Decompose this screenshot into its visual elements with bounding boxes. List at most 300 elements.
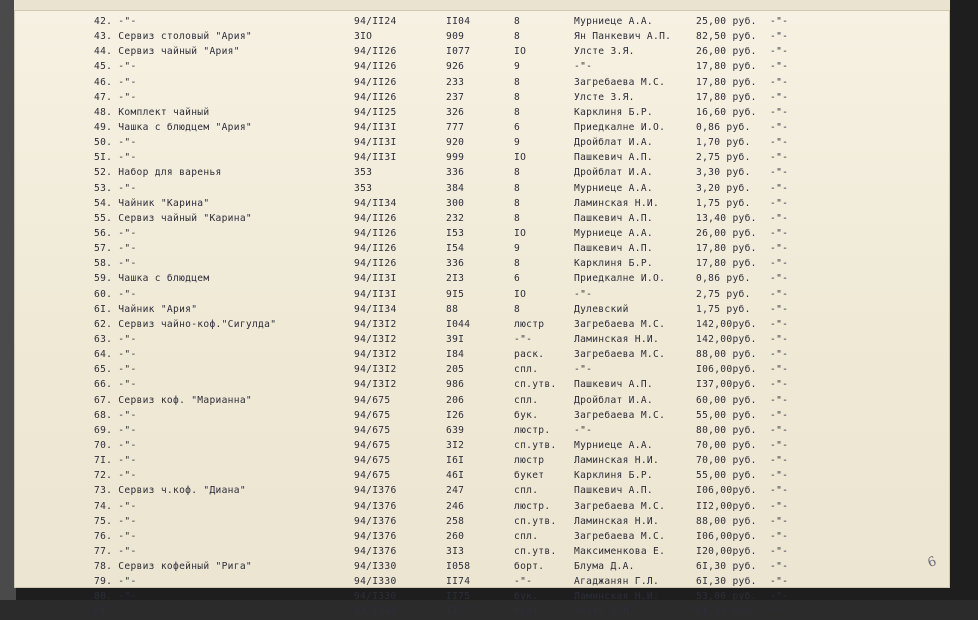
table-row — [14, 196, 950, 211]
item-number: 300 — [446, 197, 465, 209]
item-name: 42. -"- — [94, 16, 137, 27]
item-name: 54. Чайник "Карина" — [94, 197, 210, 209]
item-number: 246 — [446, 500, 465, 512]
item-decor: 9 — [514, 61, 521, 73]
item-name: 65. -"- — [94, 364, 137, 376]
item-code: 94/II3I — [354, 152, 397, 164]
item-number: 384 — [446, 182, 465, 194]
item-number: I077 — [446, 46, 471, 58]
table-row — [14, 271, 950, 286]
table-row — [14, 287, 950, 302]
item-person: Загребаева М.С. — [574, 349, 666, 361]
item-name: 74. -"- — [94, 500, 137, 512]
item-person: Дройблат И.А. — [574, 137, 653, 149]
item-decor: люстр — [514, 455, 545, 467]
item-number: 260 — [446, 530, 465, 542]
item-code: 94/I3I2 — [354, 379, 397, 391]
item-name: 60. -"- — [94, 288, 137, 300]
item-decor: 9 — [514, 243, 521, 255]
table-row — [14, 181, 950, 196]
item-number: 206 — [446, 394, 465, 406]
item-number: 909 — [446, 31, 465, 43]
item-price: 142,00руб. — [696, 333, 757, 345]
item-mark: -"- — [770, 16, 789, 27]
item-number: 336 — [446, 167, 465, 179]
table-row — [14, 604, 950, 619]
item-decor: букет — [514, 470, 545, 482]
table-row — [14, 90, 950, 105]
item-person: -"- — [574, 424, 593, 436]
item-number: I53 — [446, 227, 465, 239]
item-code: 94/I376 — [354, 500, 397, 512]
item-mark: -"- — [770, 121, 789, 133]
item-decor: сп.утв. — [514, 515, 557, 527]
table-row — [14, 75, 950, 90]
item-price: 1,75 руб. — [696, 303, 751, 315]
item-decor: 8 — [514, 212, 521, 224]
item-code: 94/II34 — [354, 303, 397, 315]
item-mark: -"- — [770, 545, 789, 557]
item-name: 64. -"- — [94, 349, 137, 361]
item-mark: -"- — [770, 364, 789, 376]
item-number: I044 — [446, 318, 471, 330]
item-mark: -"- — [770, 470, 789, 482]
item-name: 67. Сервиз коф. "Марианна" — [94, 394, 252, 406]
item-number: 88 — [446, 303, 459, 315]
item-name: 58. -"- — [94, 258, 137, 270]
item-person: Улсте З.Я. — [574, 46, 635, 58]
item-mark: -"- — [770, 576, 789, 588]
item-person: Карклиня Б.Р. — [574, 258, 653, 270]
item-mark: -"- — [770, 273, 789, 285]
item-mark: -"- — [770, 182, 789, 194]
item-person: Агаджанян Г.Л. — [574, 576, 660, 588]
item-price: 55,00 руб. — [696, 470, 757, 482]
table-row — [14, 544, 950, 559]
item-decor: спл. — [514, 530, 539, 542]
item-code: 94/I330 — [354, 576, 397, 588]
item-person: Мурниеце А.А. — [574, 439, 653, 451]
item-mark: -"- — [770, 394, 789, 406]
item-name: 68. -"- — [94, 409, 137, 421]
item-code: 94/I376 — [354, 485, 397, 497]
item-name: 62. Сервиз чайно-коф."Сигулда" — [94, 318, 277, 330]
item-mark: -"- — [770, 243, 789, 255]
item-price: 26,00 руб. — [696, 46, 757, 58]
item-person: Пашкевич А.П. — [574, 379, 653, 391]
table-row — [14, 499, 950, 514]
item-price: 17,80 руб. — [696, 258, 757, 270]
item-price: 70,00 руб. — [696, 439, 757, 451]
table-row — [14, 317, 950, 332]
item-code: 94/II3I — [354, 137, 397, 149]
item-decor: IO — [514, 46, 527, 58]
item-number: 926 — [446, 61, 465, 73]
item-price: I06,00руб. — [696, 485, 757, 497]
item-name: 73. Сервиз ч.коф. "Диана" — [94, 485, 246, 497]
item-name: 79. -"- — [94, 576, 137, 588]
item-name: 59. Чашка с блюдцем — [94, 273, 210, 285]
item-decor: 8 — [514, 303, 521, 315]
item-name: 45. -"- — [94, 61, 137, 73]
item-number: 9I5 — [446, 288, 465, 300]
item-decor: 8 — [514, 182, 521, 194]
item-number: 2I3 — [446, 273, 465, 285]
table-row — [14, 438, 950, 453]
item-number: 336 — [446, 258, 465, 270]
item-number: 232 — [446, 212, 465, 224]
item-number: II04 — [446, 16, 471, 27]
table-row — [14, 423, 950, 438]
item-mark: -"- — [770, 455, 789, 467]
item-code: 94/II26 — [354, 91, 397, 103]
item-number: 46I — [446, 470, 465, 482]
item-number: 247 — [446, 485, 465, 497]
table-row — [14, 165, 950, 180]
item-decor: 6 — [514, 121, 521, 133]
item-name: 56. -"- — [94, 227, 137, 239]
item-person: Дройблат И.А. — [574, 394, 653, 406]
item-price: 1,70 руб. — [696, 137, 751, 149]
item-number: I84 — [446, 349, 465, 361]
item-person: Дройблат И.А. — [574, 167, 653, 179]
item-code: 94/675 — [354, 439, 391, 451]
item-price: 25,00 руб. — [696, 16, 757, 27]
inventory-list — [14, 14, 950, 620]
item-price: 0,86 руб. — [696, 273, 751, 285]
item-decor: люстр — [514, 318, 545, 330]
item-name: 69. -"- — [94, 424, 137, 436]
item-name: 66. -"- — [94, 379, 137, 391]
item-decor: 8 — [514, 258, 521, 270]
table-row — [14, 483, 950, 498]
item-code: 94/675 — [354, 455, 391, 467]
item-person: -"- — [574, 61, 593, 73]
item-mark: -"- — [770, 197, 789, 209]
item-code: 94/II3I — [354, 121, 397, 133]
item-price: 16,60 руб. — [696, 106, 757, 118]
item-price: 1,75 руб. — [696, 197, 751, 209]
item-mark: -"- — [770, 333, 789, 345]
item-person: Улсте З.Я. — [574, 606, 635, 618]
item-person: Загребаева М.С. — [574, 318, 666, 330]
item-person: Загребаева М.С. — [574, 76, 666, 88]
item-code: 94/I376 — [354, 515, 397, 527]
item-mark: -"- — [770, 349, 789, 361]
item-decor: сп.утв. — [514, 379, 557, 391]
item-decor: спл. — [514, 364, 539, 376]
item-decor: 8 — [514, 91, 521, 103]
item-code: 94/II26 — [354, 212, 397, 224]
item-decor: раск. — [514, 349, 545, 361]
item-number: 999 — [446, 152, 465, 164]
item-mark: -"- — [770, 303, 789, 315]
item-price: 17,80 руб. — [696, 76, 757, 88]
item-person: Ламинская Н.И. — [574, 591, 660, 603]
item-price: 17,80 руб. — [696, 91, 757, 103]
item-price: 26,00 руб. — [696, 227, 757, 239]
table-row — [14, 302, 950, 317]
item-decor: 8 — [514, 167, 521, 179]
item-price: I06,00руб. — [696, 364, 757, 376]
table-row — [14, 574, 950, 589]
item-mark: -"- — [770, 591, 789, 603]
item-price: 88,00 руб. — [696, 515, 757, 527]
item-price: 88,00 руб. — [696, 349, 757, 361]
item-decor: IO — [514, 227, 527, 239]
item-number: 3I2 — [446, 439, 465, 451]
item-name: 80. -"- — [94, 591, 137, 603]
item-person: Максименкова Е. — [574, 545, 666, 557]
item-decor: спл. — [514, 394, 539, 406]
item-name: 6I. Чайник "Ария" — [94, 303, 198, 315]
item-number: II72 — [446, 606, 471, 618]
item-decor: -"- — [514, 576, 533, 588]
item-number: 639 — [446, 424, 465, 436]
table-row — [14, 332, 950, 347]
item-code: 3IO — [354, 31, 373, 43]
item-person: Пашкевич А.П. — [574, 212, 653, 224]
item-mark: -"- — [770, 515, 789, 527]
item-name: 46. -"- — [94, 76, 137, 88]
item-name: 53. -"- — [94, 182, 137, 194]
item-number: II74 — [446, 576, 471, 588]
item-price: 2,75 руб. — [696, 288, 751, 300]
item-price: I37,00руб. — [696, 379, 757, 391]
item-number: 233 — [446, 76, 465, 88]
item-decor: бук. — [514, 409, 539, 421]
item-code: 94/675 — [354, 470, 391, 482]
item-mark: -"- — [770, 379, 789, 391]
item-price: 6I,30 руб. — [696, 576, 757, 588]
item-person: Улсте З.Я. — [574, 91, 635, 103]
table-row — [14, 529, 950, 544]
item-price: 82,50 руб. — [696, 31, 757, 43]
item-person: -"- — [574, 288, 593, 300]
item-mark: -"- — [770, 167, 789, 179]
item-person: Дулевский — [574, 303, 629, 315]
item-decor: 9 — [514, 137, 521, 149]
item-code: 94/I3I2 — [354, 333, 397, 345]
item-mark: -"- — [770, 439, 789, 451]
item-code: 94/I3I2 — [354, 364, 397, 376]
item-code: 94/I3I2 — [354, 349, 397, 361]
item-person: Карклиня Б.Р. — [574, 106, 653, 118]
item-number: I058 — [446, 561, 471, 573]
item-price: 0,86 руб. — [696, 121, 751, 133]
document-page — [14, 10, 950, 618]
item-person: Мурниеце А.А. — [574, 227, 653, 239]
item-decor: IO — [514, 288, 527, 300]
item-mark: -"- — [770, 409, 789, 421]
table-row — [14, 44, 950, 59]
table-row — [14, 514, 950, 529]
item-number: 237 — [446, 91, 465, 103]
item-mark: -"- — [770, 106, 789, 118]
item-person: Ламинская Н.И. — [574, 197, 660, 209]
item-code: 94/I376 — [354, 545, 397, 557]
item-mark: -"- — [770, 288, 789, 300]
item-person: Пашкевич А.П. — [574, 485, 653, 497]
item-name: 52. Набор для варенья — [94, 167, 222, 179]
item-person: Пашкевич А.П. — [574, 152, 653, 164]
item-person: Карклиня Б.Р. — [574, 470, 653, 482]
item-mark: -"- — [770, 485, 789, 497]
item-name: 44. Сервиз чайный "Ария" — [94, 46, 240, 58]
item-price: I06,00руб. — [696, 530, 757, 542]
item-price: 6I,30 руб. — [696, 561, 757, 573]
item-decor: 6 — [514, 273, 521, 285]
item-name: 75. -"- — [94, 515, 137, 527]
item-name: 43. Сервиз столовый "Ария" — [94, 31, 252, 43]
table-row — [14, 59, 950, 74]
item-decor: сп.утв. — [514, 439, 557, 451]
item-decor: 8 — [514, 106, 521, 118]
item-person: Приедкалне И.О. — [574, 121, 666, 133]
item-mark: -"- — [770, 137, 789, 149]
item-mark: -"- — [770, 318, 789, 330]
item-person: -"- — [574, 364, 593, 376]
item-code: 94/I330 — [354, 591, 397, 603]
item-code: 94/II34 — [354, 197, 397, 209]
item-code: 94/II26 — [354, 258, 397, 270]
item-code: 94/I330 — [354, 606, 397, 618]
table-row — [14, 256, 950, 271]
item-person: Загребаева М.С. — [574, 530, 666, 542]
item-code: 353 — [354, 182, 373, 194]
item-decor: люстр. — [514, 424, 551, 436]
table-row — [14, 120, 950, 135]
item-code: 94/II25 — [354, 106, 397, 118]
item-code: 94/I330 — [354, 561, 397, 573]
item-mark: -"- — [770, 530, 789, 542]
item-person: Блума Д.А. — [574, 561, 635, 573]
table-row — [14, 226, 950, 241]
item-price: II2,00руб. — [696, 500, 757, 512]
item-number: 258 — [446, 515, 465, 527]
item-price: 142,00руб. — [696, 318, 757, 330]
item-person: Мурниеце А.А. — [574, 182, 653, 194]
item-name: 77. -"- — [94, 545, 137, 557]
table-row — [14, 150, 950, 165]
item-person: Ламинская Н.И. — [574, 455, 660, 467]
item-decor: сп.утв. — [514, 545, 557, 557]
item-person: Загребаева М.С. — [574, 500, 666, 512]
item-name: 7I. -"- — [94, 455, 137, 467]
item-name: 47. -"- — [94, 91, 137, 103]
item-mark: -"- — [770, 212, 789, 224]
item-person: Ламинская Н.И. — [574, 515, 660, 527]
item-decor: 8 — [514, 197, 521, 209]
item-name: 70. -"- — [94, 439, 137, 451]
item-code: 94/II3I — [354, 288, 397, 300]
item-mark: -"- — [770, 500, 789, 512]
item-number: I26 — [446, 409, 465, 421]
item-number: 920 — [446, 137, 465, 149]
item-mark: -"- — [770, 227, 789, 239]
item-decor: борт. — [514, 561, 545, 573]
item-price: 80,00 руб. — [696, 424, 757, 436]
item-mark: -"- — [770, 258, 789, 270]
item-person: Загребаева М.С. — [574, 409, 666, 421]
item-code: 94/II3I — [354, 273, 397, 285]
item-price: 13,40 руб. — [696, 212, 757, 224]
item-price: 2,75 руб. — [696, 152, 751, 164]
item-name: 48. Комплект чайный — [94, 106, 210, 118]
item-price: 60,00 руб. — [696, 394, 757, 406]
table-row — [14, 105, 950, 120]
item-decor: IO — [514, 152, 527, 164]
item-number: I6I — [446, 455, 465, 467]
table-row — [14, 408, 950, 423]
item-mark: -"- — [770, 31, 789, 43]
item-name: 8I. -"- — [94, 606, 137, 618]
item-price: 17,80 руб. — [696, 61, 757, 73]
item-number: 3I3 — [446, 545, 465, 557]
item-decor: -"- — [514, 333, 533, 345]
item-mark: -"- — [770, 76, 789, 88]
item-code: 94/675 — [354, 394, 391, 406]
item-decor: 8 — [514, 31, 521, 43]
item-person: Пашкевич А.П. — [574, 243, 653, 255]
item-code: 94/675 — [354, 424, 391, 436]
table-row — [14, 589, 950, 604]
item-mark: -"- — [770, 61, 789, 73]
item-decor: борт. — [514, 606, 545, 618]
item-code: 94/II26 — [354, 76, 397, 88]
table-row — [14, 377, 950, 392]
table-row — [14, 14, 950, 29]
item-mark: -"- — [770, 606, 789, 618]
item-code: 94/II24 — [354, 16, 397, 27]
table-row — [14, 29, 950, 44]
item-mark: -"- — [770, 46, 789, 58]
item-decor: спл. — [514, 485, 539, 497]
item-code: 353 — [354, 167, 373, 179]
item-number: I54 — [446, 243, 465, 255]
item-person: Ян Панкевич А.П. — [574, 31, 672, 43]
item-code: 94/II26 — [354, 61, 397, 73]
item-person: Мурниеце А.А. — [574, 16, 653, 27]
table-row — [14, 241, 950, 256]
item-code: 94/II26 — [354, 243, 397, 255]
table-row — [14, 135, 950, 150]
item-price: 6I,30 руб — [696, 606, 751, 618]
page-number: 6 — [925, 554, 939, 571]
item-decor: бук. — [514, 591, 539, 603]
item-decor: люстр. — [514, 500, 551, 512]
item-number: 777 — [446, 121, 465, 133]
item-price: 53,00 руб. — [696, 591, 757, 603]
item-price: 3,20 руб. — [696, 182, 751, 194]
item-name: 72. -"- — [94, 470, 137, 482]
item-code: 94/I3I2 — [354, 318, 397, 330]
item-name: 55. Сервиз чайный "Карина" — [94, 212, 252, 224]
item-code: 94/I376 — [354, 530, 397, 542]
item-price: 55,00 руб. — [696, 409, 757, 421]
table-row — [14, 468, 950, 483]
item-mark: -"- — [770, 91, 789, 103]
item-name: 57. -"- — [94, 243, 137, 255]
item-name: 50. -"- — [94, 137, 137, 149]
table-row — [14, 211, 950, 226]
item-code: 94/II26 — [354, 227, 397, 239]
item-name: 5I. -"- — [94, 152, 137, 164]
item-name: 78. Сервиз кофейный "Рига" — [94, 561, 252, 573]
item-number: 205 — [446, 364, 465, 376]
item-price: 17,80 руб. — [696, 243, 757, 255]
table-row — [14, 393, 950, 408]
